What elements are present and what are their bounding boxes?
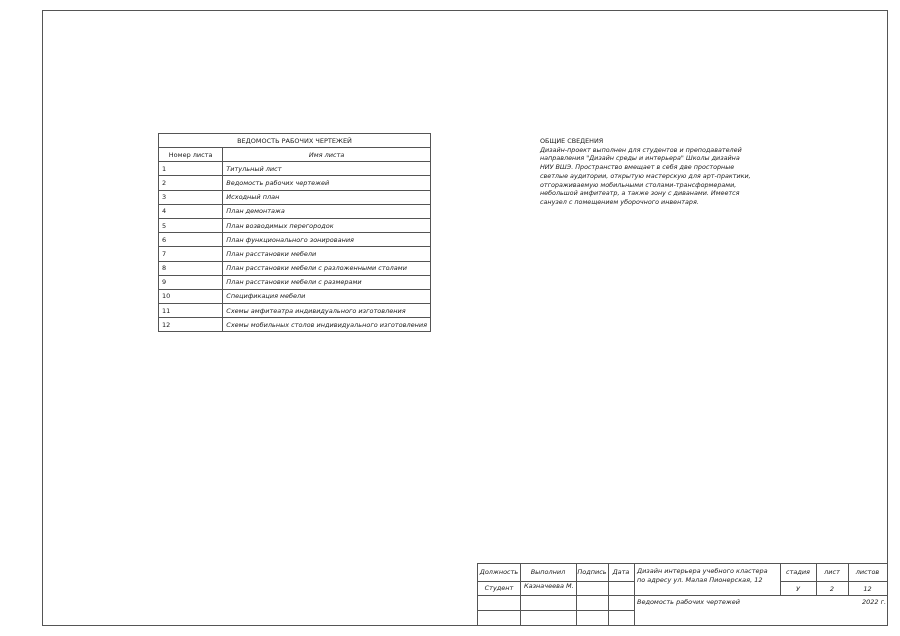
sheet-list-row: [159, 289, 431, 303]
sheet-name-cell: План расстановки мебели с разложенными столами: [223, 261, 431, 275]
general-info-line: санузел с помещением уборочного инвентаря.: [540, 197, 699, 206]
sheet-name-cell: Схемы амфитеатра индивидуального изготовления: [223, 304, 431, 318]
header-position: Должность: [479, 568, 519, 576]
sheet-number-cell: 1: [159, 162, 223, 176]
sheet-name-cell: План демонтажа: [223, 204, 431, 218]
sheet-list-row: [159, 261, 431, 275]
sheet-count: 12: [863, 585, 872, 593]
sheet-list-row: [159, 204, 431, 218]
general-info-line: отгораживаемую мобильными столами-трансформерами,: [540, 180, 737, 189]
sheet-list-row: [159, 275, 431, 289]
title-block-rule: [634, 564, 635, 625]
sheet-list-header-row: [159, 148, 431, 162]
performer-name: Казначеева М.: [524, 582, 574, 590]
sheet-list-row: [159, 247, 431, 261]
sheet-number-cell: 5: [159, 218, 223, 232]
general-info-text: [540, 146, 770, 207]
sheet-number-cell: 8: [159, 261, 223, 275]
general-info-line: небольшой амфитеатр, а также зону с диванами. Имеется: [540, 189, 740, 198]
title-block: [477, 563, 887, 625]
header-date: Дата: [612, 568, 630, 576]
sheet-name-cell: Титульный лист: [223, 162, 431, 176]
position-value: Студент: [484, 584, 514, 592]
sheet-name-cell: План функционального зонирования: [223, 233, 431, 247]
column-header-name: Имя листа: [223, 148, 431, 162]
header-signature: Подпись: [577, 568, 607, 576]
sheet-number-cell: 12: [159, 318, 223, 332]
header-sheet: лист: [824, 568, 840, 576]
sheet-number-cell: 7: [159, 247, 223, 261]
sheet-name-cell: Спецификация мебели: [223, 289, 431, 303]
general-info: [540, 137, 770, 207]
sheet-list-caption: ВЕДОМОСТЬ РАБОЧИХ ЧЕРТЕЖЕЙ: [159, 134, 431, 148]
general-info-title: ОБЩИЕ СВЕДЕНИЯ: [540, 137, 604, 145]
project-title-line1: Дизайн интерьера учебного кластера: [637, 567, 768, 575]
title-block-rule: [478, 595, 887, 596]
general-info-line: светлые аудитории, открытую мастерскую для арт-практики,: [540, 171, 751, 180]
column-header-number: Номер листа: [159, 148, 223, 162]
sheet-list-row: [159, 162, 431, 176]
header-stage: стадия: [786, 568, 810, 576]
general-info-line: Дизайн-проект выполнен для студентов и преподавателей: [540, 145, 742, 154]
sheet-name-cell: Ведомость рабочих чертежей: [223, 176, 431, 190]
sheet-number-cell: 2: [159, 176, 223, 190]
sheet-number: 2: [829, 585, 835, 593]
sheet-number-cell: 11: [159, 304, 223, 318]
sheet-title: Ведомость рабочих чертежей: [637, 598, 740, 606]
general-info-line: направления "Дизайн среды и интерьера" Школы дизайна: [540, 154, 740, 163]
sheet-name-cell: План расстановки мебели с размерами: [223, 275, 431, 289]
sheet-list-row: [159, 176, 431, 190]
sheet-list-caption-row: [159, 134, 431, 148]
sheet-number-cell: 3: [159, 190, 223, 204]
sheet-number-cell: 10: [159, 289, 223, 303]
year: 2022 г.: [862, 598, 887, 606]
sheet-number-cell: 9: [159, 275, 223, 289]
sheet-list-row: [159, 218, 431, 232]
sheet-list-row: [159, 190, 431, 204]
header-performed: Выполнил: [530, 568, 566, 576]
sheet-name-cell: Схемы мобильных столов индивидуального изготовления: [223, 318, 431, 332]
sheet-list-row: [159, 318, 431, 332]
sheet-number-cell: 6: [159, 233, 223, 247]
stage-value: У: [796, 585, 800, 593]
title-block-rule: [780, 581, 887, 582]
sheet-list-table: [158, 133, 431, 332]
sheet-name-cell: План расстановки мебели: [223, 247, 431, 261]
sheet-number-cell: 4: [159, 204, 223, 218]
sheet-name-cell: Исходный план: [223, 190, 431, 204]
header-sheets: листов: [855, 568, 880, 576]
title-block-rule: [478, 610, 634, 611]
general-info-line: НИУ ВШЭ. Пространство вмещает в себя две просторные: [540, 163, 735, 172]
sheet-name-cell: План возводимых перегородок: [223, 218, 431, 232]
project-title-line2: по адресу ул. Малая Пионерская, 12: [637, 576, 763, 584]
sheet-list-row: [159, 233, 431, 247]
sheet-list-row: [159, 304, 431, 318]
